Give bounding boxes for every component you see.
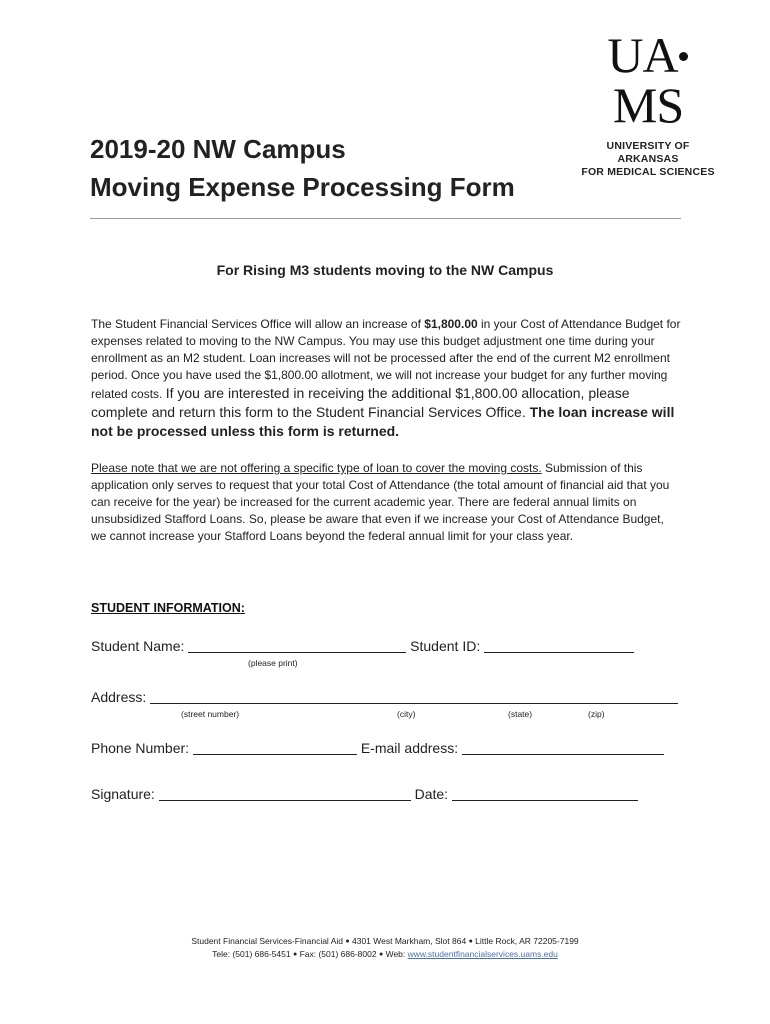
uams-logo <box>570 27 720 179</box>
student-name-label: Student Name: <box>91 638 185 654</box>
loan-disclaimer: Please note that we are not offering a specific type of loan to cover the moving costs. <box>91 461 542 475</box>
bullet-icon: ● <box>468 938 473 945</box>
date-field[interactable] <box>452 786 638 801</box>
footer <box>0 935 770 961</box>
signature-row <box>91 786 638 802</box>
logo-dot-icon <box>679 52 688 61</box>
allowance-amount: $1,800.00 <box>424 317 478 331</box>
intro-paragraph: The Student Financial Services Office will allow an increase of $1,800.00 in your Cost of Attendance Budget for expenses related to moving to the NW Campus. You may use this budget adjustment one time during your enrollment as an M2 student. Loan increases will not be processed after the end of the current M2 enrollment period. Once you have used the $1,800.00 allotment, we will not increase your budget for any further moving related costs. If you are interested in receiving the additional $1,800.00 allocation, please complete and return this form to the Student Financial Services Office. The loan increase will not be processed unless this form is returned. <box>91 317 681 439</box>
email-label: E-mail address: <box>360 740 459 756</box>
return-notice: The loan increase will not be processed unless this form is returned. <box>91 404 675 439</box>
subheading: For Rising M3 students moving to the NW Campus <box>216 262 554 278</box>
title-line-2: Moving Expense Processing Form <box>90 172 515 202</box>
loan-note-paragraph: Please note that we are not offering a specific type of loan to cover the moving costs. Submission of this application only serves to request that your total Cost of Attendance (the total amount of financial aid that you can receive for the year) be increased for the current academic year. There are federal annual limits on unsubsidized Stafford Loans. So, please be aware that even if we increase your Cost of Attendance Budget, we cannot increase your Stafford Loans beyond the federal annual limit for your class year. <box>91 461 670 543</box>
website-link[interactable]: www.studentfinancialservices.uams.edu <box>407 949 558 959</box>
address-field[interactable] <box>150 689 678 704</box>
bullet-icon: ● <box>345 938 350 945</box>
signature-label: Signature: <box>91 786 155 802</box>
phone-field[interactable] <box>193 740 357 755</box>
name-id-row <box>91 638 634 654</box>
phone-label: Phone Number: <box>91 740 190 756</box>
name-hint: (please print) <box>248 658 298 668</box>
email-field[interactable] <box>462 740 664 755</box>
student-id-field[interactable] <box>484 638 634 653</box>
address-label: Address: <box>91 689 147 705</box>
bullet-icon: ● <box>378 951 384 958</box>
hint-city: (city) <box>397 709 416 719</box>
hint-street: (street number) <box>181 709 240 719</box>
logo-line-2: FOR MEDICAL SCIENCES <box>581 166 715 178</box>
student-name-field[interactable] <box>188 638 406 653</box>
student-info-heading: STUDENT INFORMATION: <box>91 601 245 615</box>
page-title <box>90 130 515 206</box>
footer-line-2: Tele: (501) 686-5451 ● Fax: (501) 686-8002 ● Web: www.studentfinancialservices.uams.edu <box>212 949 558 959</box>
hint-state: (state) <box>508 709 533 719</box>
footer-line-1: Student Financial Services-Financial Aid ● 4301 West Markham, Slot 864 ● Little Rock, AR 72205-7199 <box>191 936 579 946</box>
signature-field[interactable] <box>159 786 411 801</box>
student-id-label: Student ID: <box>410 638 481 654</box>
logo-wordmark: UAMS <box>576 30 720 130</box>
logo-line-1: UNIVERSITY OF ARKANSAS <box>606 140 690 165</box>
hint-zip: (zip) <box>588 709 605 719</box>
contact-row <box>91 740 664 756</box>
bullet-icon: ● <box>292 951 298 958</box>
date-label: Date: <box>414 786 449 802</box>
title-divider <box>90 218 681 219</box>
address-row <box>91 689 678 705</box>
title-line-1: 2019-20 NW Campus <box>90 134 346 164</box>
